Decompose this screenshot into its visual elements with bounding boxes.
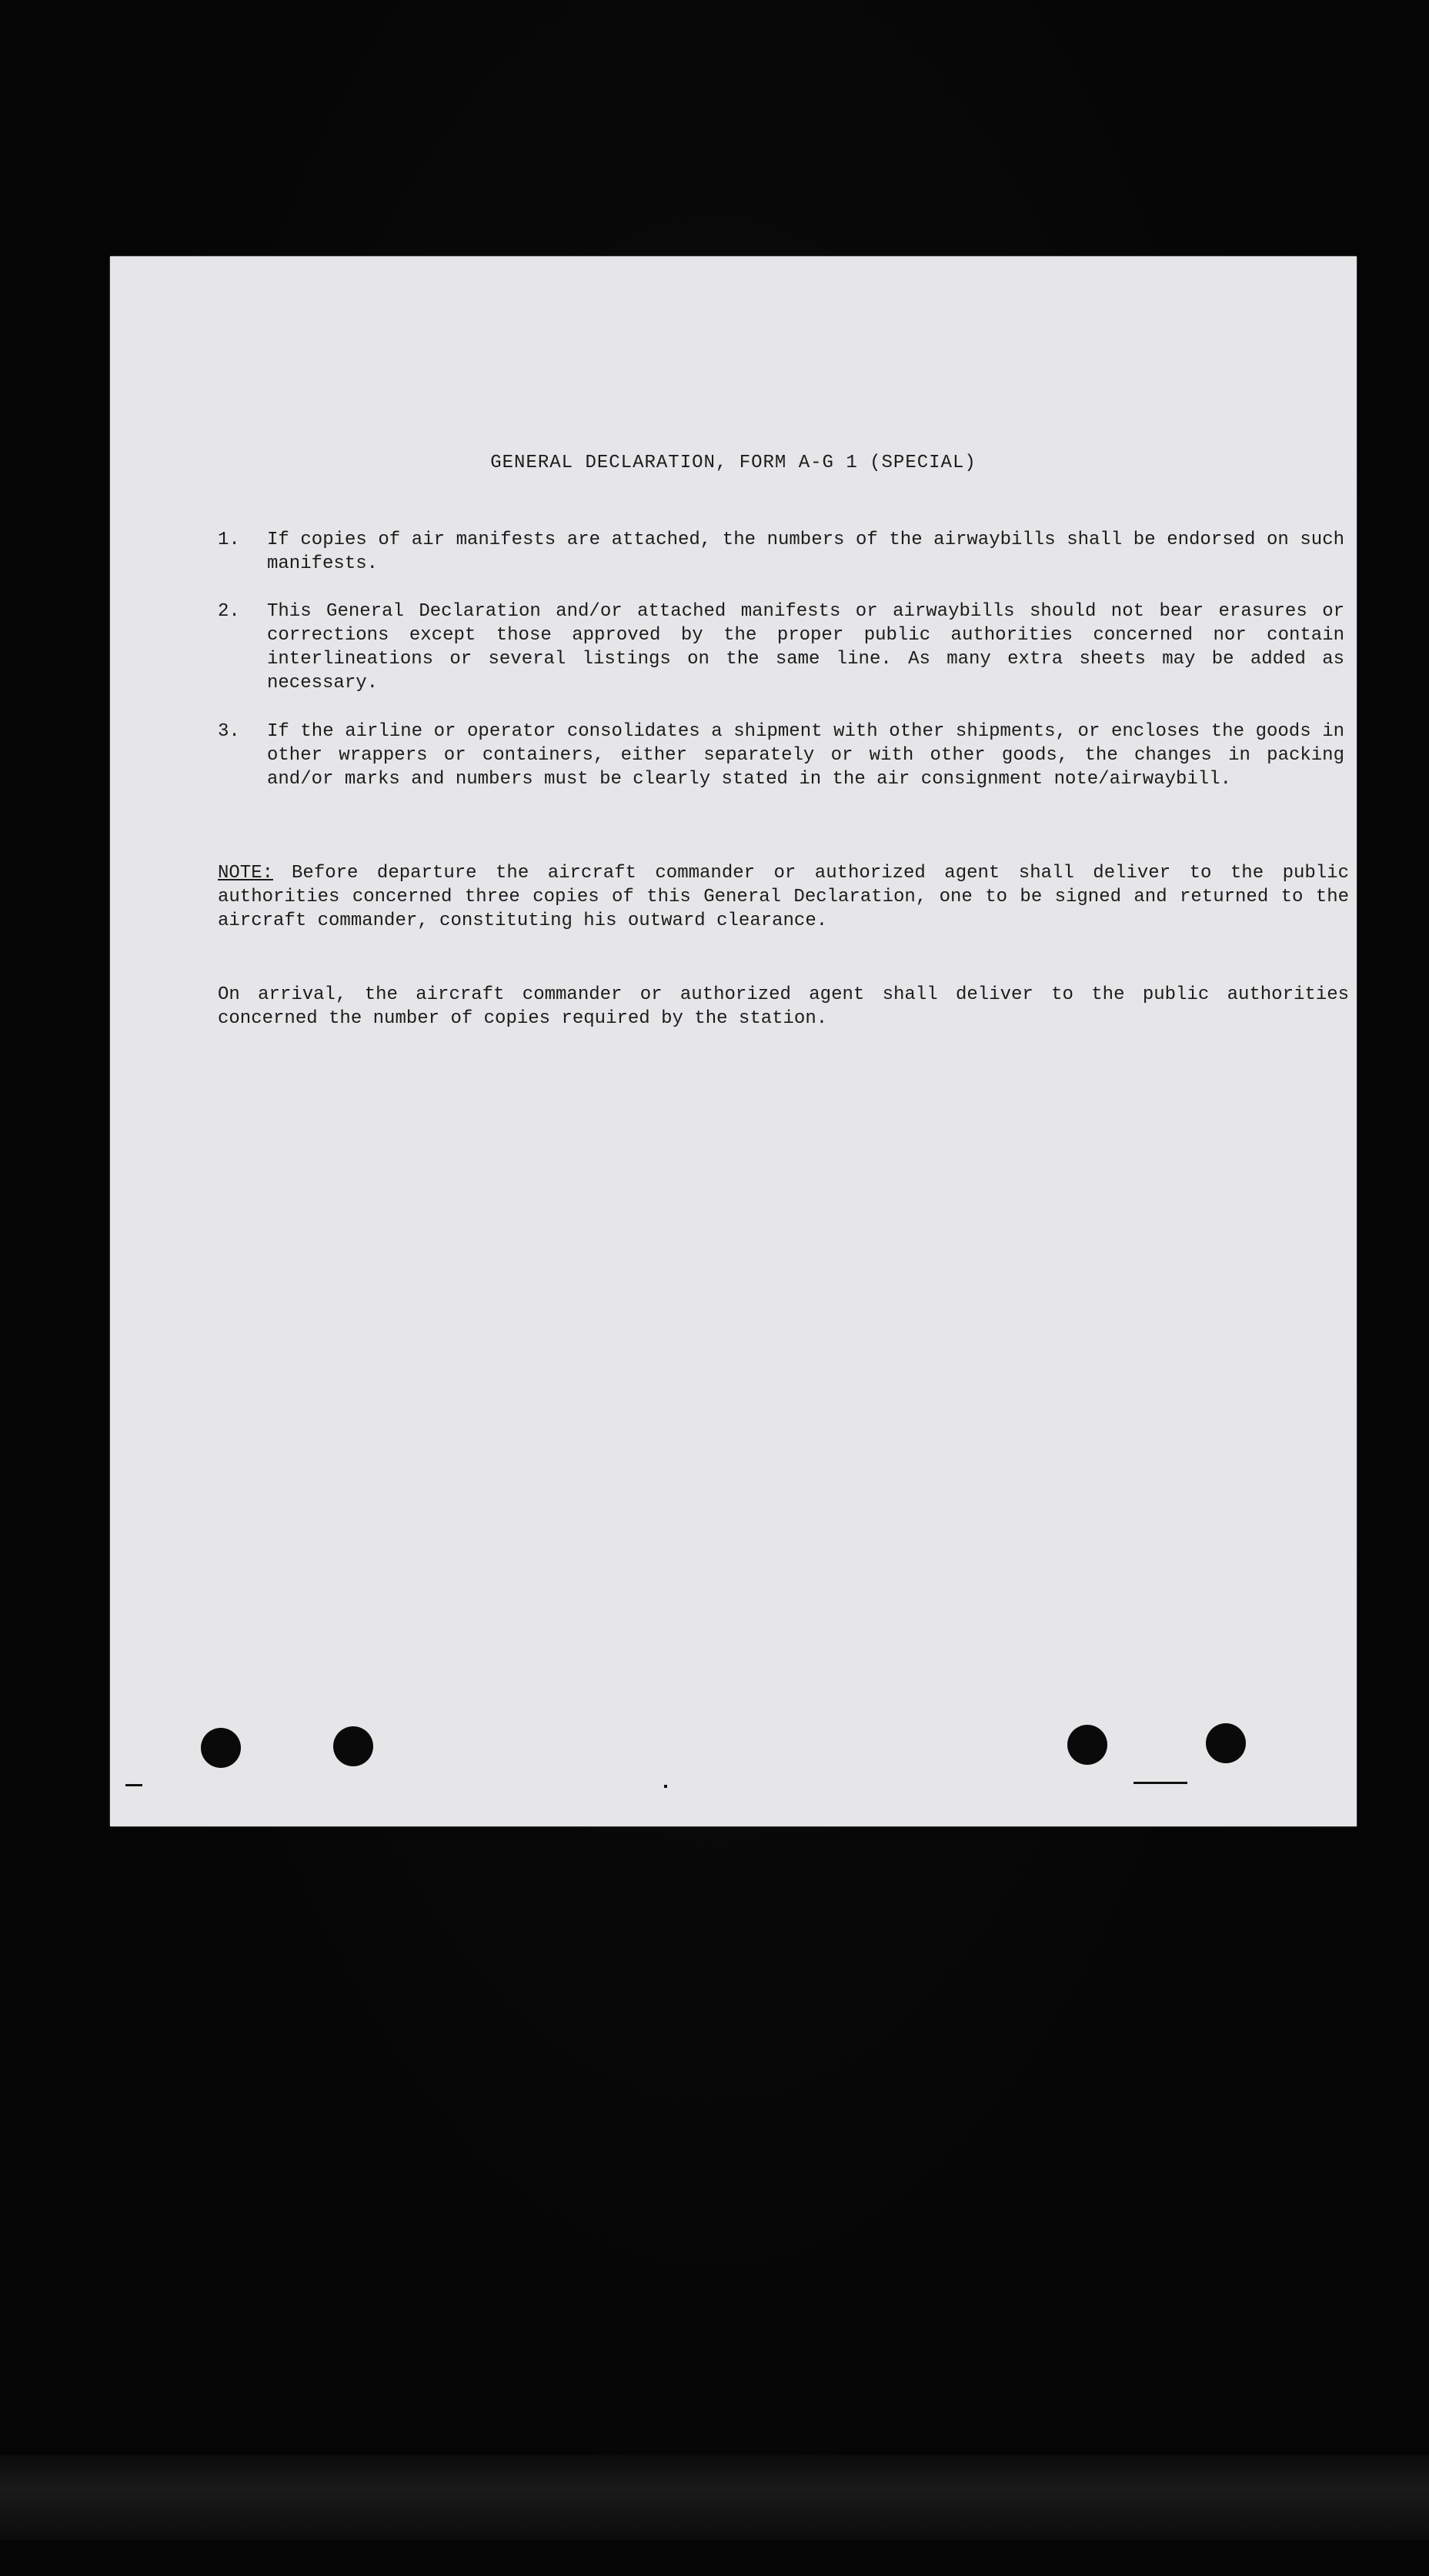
scan-mark: [125, 1784, 142, 1786]
item-number: 2.: [218, 601, 240, 622]
note-text: Before departure the aircraft commander or authorized agent shall deliver to the public authorities concerned three copies of this General Declaration, one to be signed and returned to the aircraft commander, constituting his outward clearance.: [218, 863, 1349, 931]
document-page: [110, 256, 1357, 1826]
item-text: If the airline or operator consolidates a shipment with other shipments, or encloses the goods in other wrappers or containers, either separately or with other goods, the changes in packing and/or marks and numbers must be clearly stated in the air consignment note/airwaybill.: [267, 721, 1344, 790]
item-text: If copies of air manifests are attached, the numbers of the airwaybills shall be endorsed on such manifests.: [267, 530, 1344, 574]
punch-hole: [201, 1728, 241, 1768]
punch-hole: [1067, 1725, 1107, 1765]
item-text: This General Declaration and/or attached manifests or airwaybills should not bear erasures or corrections except those approved by the proper public authorities concerned nor contain interlineations or several listings on the same line. As many extra sheets may be added as necessary.: [267, 601, 1344, 693]
scan-mark: [664, 1785, 667, 1788]
note-paragraph: [218, 861, 1349, 933]
punch-hole: [333, 1726, 373, 1766]
form-title: GENERAL DECLARATION, FORM A-G 1 (SPECIAL): [490, 453, 977, 473]
punch-hole: [1206, 1723, 1246, 1763]
item-number: 1.: [218, 530, 240, 550]
note-label: NOTE:: [218, 863, 274, 884]
scan-mark: [1134, 1782, 1187, 1784]
arrival-paragraph: On arrival, the aircraft commander or authorized agent shall deliver to the public authorities concerned the number of copies required by the station.: [218, 984, 1349, 1029]
item-number: 3.: [218, 721, 240, 742]
scanner-edge-band: [0, 2455, 1429, 2540]
